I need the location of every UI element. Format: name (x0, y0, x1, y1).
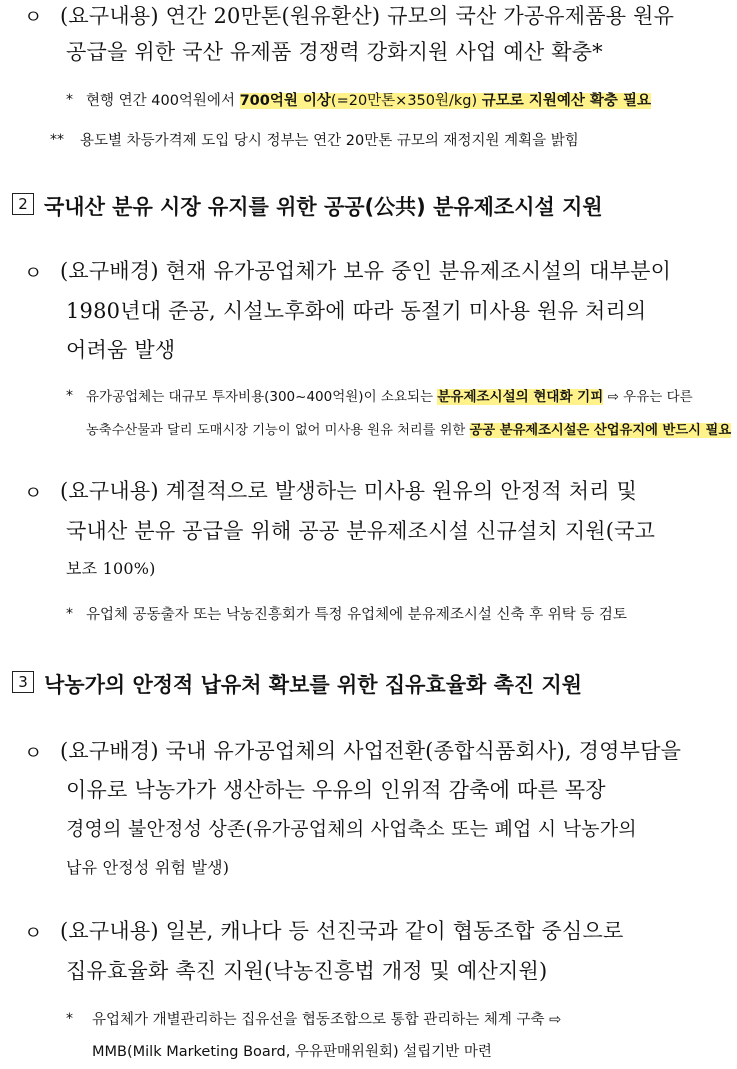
footnote-line: 용도별 차등가격제 도입 당시 정부는 연간 20만톤 규모의 재정지원 계획을 밝힘 (80, 133, 579, 149)
footnote-line: MMB(Milk Marketing Board, 우유판매위원회) 설립기반 마련 (92, 1044, 492, 1060)
paragraph-line: 이유로 낙농가가 생산하는 우유의 인위적 감축에 따른 목장 (66, 778, 606, 802)
paragraph-line: 공급을 위한 국산 유제품 경쟁력 강화지원 사업 예산 확충* (66, 40, 603, 64)
footnote-marker: * (66, 388, 73, 404)
footnote-line (86, 385, 693, 405)
section-number-box: 3 (12, 671, 34, 693)
bullet-marker: ㅇ (24, 742, 43, 764)
paragraph-line: (요구내용) 계절적으로 발생하는 미사용 원유의 안정적 처리 및 (60, 479, 638, 503)
section-number-box: 2 (12, 193, 34, 215)
footnote-text: ⇨ 우유는 다른 (603, 389, 693, 405)
paragraph-line: 경영의 불안정성 상존(유가공업체의 사업축소 또는 폐업 시 낙농가의 (66, 818, 637, 840)
paragraph-line: 1980년대 준공, 시설노후화에 따라 동절기 미사용 원유 처리의 (66, 299, 647, 323)
footnote-marker: * (66, 92, 73, 108)
footnote-line: 유업체 공동출자 또는 낙농진흥회가 특정 유업체에 분유제조시설 신축 후 위탁 등 검토 (86, 607, 627, 623)
footnote-text: 농축수산물과 달리 도매시장 기능이 없어 미사용 원유 처리를 위한 (86, 423, 470, 438)
highlighted-text: 분유제조시설의 현대화 기피 (437, 389, 604, 405)
bullet-marker: ㅇ (24, 6, 43, 28)
bullet-marker: ㅇ (24, 482, 43, 504)
footnote-marker: * (66, 1011, 73, 1027)
paragraph-line: (요구내용) 일본, 캐나다 등 선진국과 같이 협동조합 중심으로 (60, 919, 624, 943)
paragraph-line: (요구배경) 현재 유가공업체가 보유 중인 분유제조시설의 대부분이 (60, 259, 672, 283)
footnote-marker: * (66, 606, 73, 622)
footnote-text: 유가공업체는 대규모 투자비용(300~400억원)이 소요되는 (86, 389, 438, 405)
footnote-text: 현행 연간 400억원에서 (86, 93, 240, 109)
footnote-marker: ** (50, 132, 64, 148)
paragraph-line: 어려움 발생 (66, 338, 176, 362)
paragraph-line: 납유 안정성 위험 발생) (66, 858, 230, 877)
paragraph-line: (요구내용) 연간 20만톤(원유환산) 규모의 국산 가공유제품용 원유 (60, 4, 675, 28)
paragraph-line: (요구배경) 국내 유가공업체의 사업전환(종합식품회사), 경영부담을 (60, 739, 682, 763)
highlighted-text: 규모로 지원예산 확충 필요 (481, 93, 651, 109)
bullet-marker: ㅇ (24, 262, 43, 284)
footnote-line: 유업체가 개별관리하는 집유선을 협동조합으로 통합 관리하는 체계 구축 ⇨ (92, 1012, 562, 1028)
section-heading: 낙농가의 안정적 납유처 확보를 위한 집유효율화 촉진 지원 (44, 673, 583, 697)
bullet-marker: ㅇ (24, 922, 43, 944)
highlighted-text: (=20만톤×350원/kg) (330, 93, 482, 109)
paragraph-line: 보조 100%) (66, 559, 156, 578)
section-heading: 국내산 분유 시장 유지를 위한 공공(公共) 분유제조시설 지원 (44, 195, 603, 219)
paragraph-line: 집유효율화 촉진 지원(낙농진흥법 개정 및 예산지원) (66, 959, 548, 983)
highlighted-text: 공공 분유제조시설은 산업유지에 반드시 필요 (469, 423, 732, 438)
footnote-line (86, 89, 651, 110)
footnote-line (86, 419, 731, 438)
paragraph-line: 국내산 분유 공급을 위해 공공 분유제조시설 신규설치 지원(국고 (66, 519, 656, 543)
highlighted-text: 700억원 이상 (239, 93, 331, 109)
